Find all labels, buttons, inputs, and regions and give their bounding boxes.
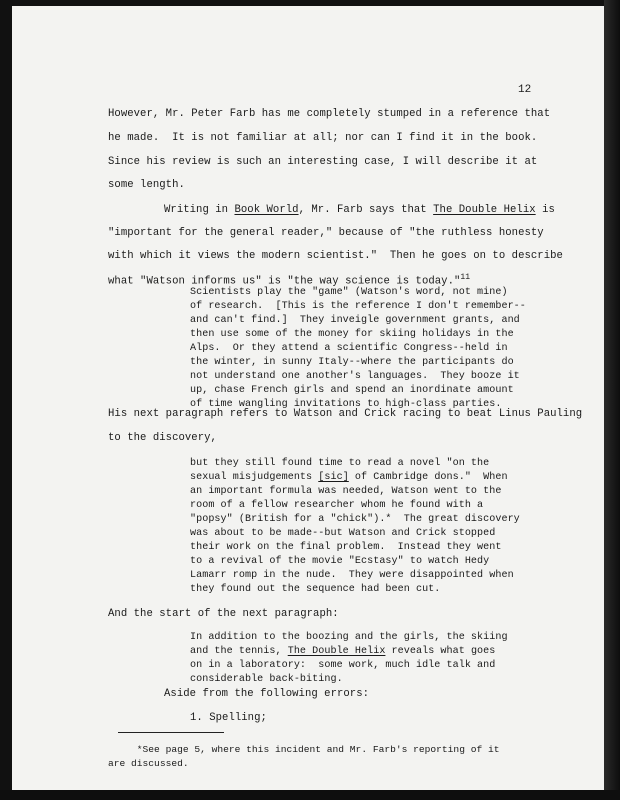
quote-line: of time wangling invitations to high-class parties. xyxy=(190,399,502,410)
body-line: he made. It is not familiar at all; nor can I find it in the book. xyxy=(108,132,538,144)
quote-line: their work on the final problem. Instead they went xyxy=(190,542,502,553)
quote-line: of research. [This is the reference I don't remember-- xyxy=(190,301,526,312)
quote-line: on in a laboratory: some work, much idle talk and xyxy=(190,660,496,671)
body-line: Writing in Book World, Mr. Farb says that The Double Helix is xyxy=(164,204,555,216)
body-line: Aside from the following errors: xyxy=(164,688,370,700)
quote-line: sexual misjudgements [sic] of Cambridge dons." When xyxy=(190,472,508,483)
quote-line: they found out the sequence had been cut. xyxy=(190,584,441,595)
body-line: "important for the general reader," because of "the ruthless honesty xyxy=(108,227,544,239)
body-line: Since his review is such an interesting case, I will describe it at xyxy=(108,156,538,168)
quote-line: but they still found time to read a novel "on the xyxy=(190,458,490,469)
body-line: However, Mr. Peter Farb has me completely stumped in a reference that xyxy=(108,108,551,120)
quote-line: In addition to the boozing and the girls, the skiing xyxy=(190,632,508,643)
book-title: The Double Helix xyxy=(287,646,386,657)
footnote-line: *See page 5, where this incident and Mr. Farb's reporting of it xyxy=(108,744,500,755)
body-line: And the start of the next paragraph: xyxy=(108,608,339,620)
document-page xyxy=(12,6,604,790)
body-line: some length. xyxy=(108,179,185,191)
sic-marker: [sic] xyxy=(318,472,349,483)
book-world-title: Book World xyxy=(234,204,299,216)
quote-line: to a revival of the movie "Ecstasy" to watch Hedy xyxy=(190,556,490,567)
quote-line: then use some of the money for skiing holidays in the xyxy=(190,329,514,340)
quote-line: room of a fellow researcher whom he found with a xyxy=(190,500,484,511)
footnote-ref: 11 xyxy=(460,273,471,282)
quote-line: not understand one another's languages. They booze it xyxy=(190,371,520,382)
quote-line: Scientists play the "game" (Watson's word, not mine) xyxy=(190,287,508,298)
body-line: what "Watson informs us" is "the way science is today."$^{11}$ xyxy=(108,273,471,288)
quote-line: "popsy" (British for a "chick").* The great discovery xyxy=(190,514,520,525)
page-edge-bottom xyxy=(0,790,620,800)
quote-line: and can't find.] They inveigle government grants, and xyxy=(190,315,520,326)
quote-line: up, chase French girls and spend an inordinate amount xyxy=(190,385,514,396)
quote-line: considerable back-biting. xyxy=(190,674,343,685)
quote-line: Lamarr romp in the nude. They were disappointed when xyxy=(190,570,514,581)
body-line: His next paragraph refers to Watson and Crick racing to beat Linus Pauling xyxy=(108,408,583,420)
quote-line: was about to be made--but Watson and Crick stopped xyxy=(190,528,496,539)
quote-line: and the tennis, The Double Helix reveals what goes xyxy=(190,646,496,657)
quote-line: Alps. Or they attend a scientific Congress--held in xyxy=(190,343,508,354)
page-number: 12 xyxy=(518,84,532,96)
body-line: to the discovery, xyxy=(108,432,217,444)
list-item: 1. Spelling; xyxy=(190,712,267,724)
page-edge xyxy=(604,0,620,800)
body-line: with which it views the modern scientist." Then he goes on to describe xyxy=(108,250,563,262)
footnote-line: are discussed. xyxy=(108,758,189,769)
footnote-rule xyxy=(118,732,224,733)
book-title: The Double Helix xyxy=(433,204,536,216)
quote-line: the winter, in sunny Italy--where the participants do xyxy=(190,357,514,368)
quote-line: an important formula was needed, Watson went to the xyxy=(190,486,502,497)
